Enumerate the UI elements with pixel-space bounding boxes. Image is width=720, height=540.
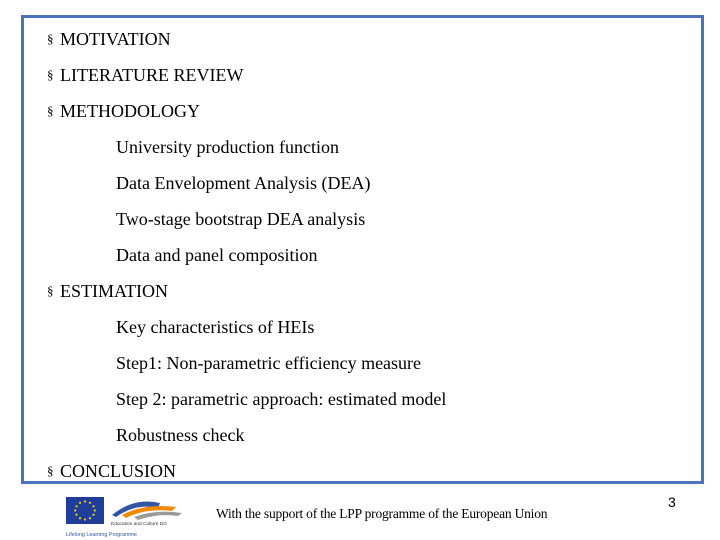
- section-bullet-icon: §: [47, 31, 54, 46]
- outline-subitem: [116, 207, 365, 231]
- eu-lifelong-learning-logo-icon: [64, 493, 189, 539]
- outline-subitem-text: Robustness check: [116, 425, 245, 445]
- outline-subitem: [116, 135, 339, 159]
- page-number: 3: [668, 494, 676, 510]
- outline-subitem: [116, 423, 244, 447]
- section-bullet-icon: §: [47, 283, 54, 298]
- content-frame: [21, 15, 704, 484]
- outline-item-text: CONCLUSION: [60, 461, 177, 481]
- outline-item-text: METHODOLOGY: [60, 101, 200, 121]
- outline-subitem: [116, 351, 421, 375]
- outline-item: [47, 279, 168, 303]
- logo-caption-top: Education and Culture DG: [111, 522, 167, 527]
- outline-subitem-text: Data Envelopment Analysis (DEA): [116, 173, 371, 193]
- outline-subitem-text: Key characteristics of HEIs: [116, 317, 315, 337]
- outline-subitem: [116, 243, 317, 267]
- outline-subitem: [116, 171, 370, 195]
- outline-subitem-text: Step 2: parametric approach: estimated model: [116, 389, 447, 409]
- outline-subitem-text: Step1: Non-parametric efficiency measure: [116, 353, 422, 373]
- outline-subitem-text: Data and panel composition: [116, 245, 318, 265]
- outline-item: [47, 459, 176, 483]
- outline-subitem: [116, 315, 314, 339]
- section-bullet-icon: §: [47, 463, 54, 478]
- logo-caption-bottom: Lifelong Learning Programme: [66, 532, 138, 538]
- outline-item-text: MOTIVATION: [60, 29, 171, 49]
- outline-item: [47, 99, 200, 123]
- outline-subitem-text: University production function: [116, 137, 339, 157]
- outline-item-text: ESTIMATION: [60, 281, 168, 301]
- outline-subitem: [116, 387, 446, 411]
- outline-item: [47, 63, 243, 87]
- section-bullet-icon: §: [47, 103, 54, 118]
- outline-item: [47, 27, 171, 51]
- section-bullet-icon: §: [47, 67, 54, 82]
- outline-subitem-text: Two-stage bootstrap DEA analysis: [116, 209, 366, 229]
- outline-item-text: LITERATURE REVIEW: [60, 65, 244, 85]
- outline-list: [24, 18, 701, 481]
- footer-support-text: With the support of the LPP programme of the European Union: [216, 506, 548, 521]
